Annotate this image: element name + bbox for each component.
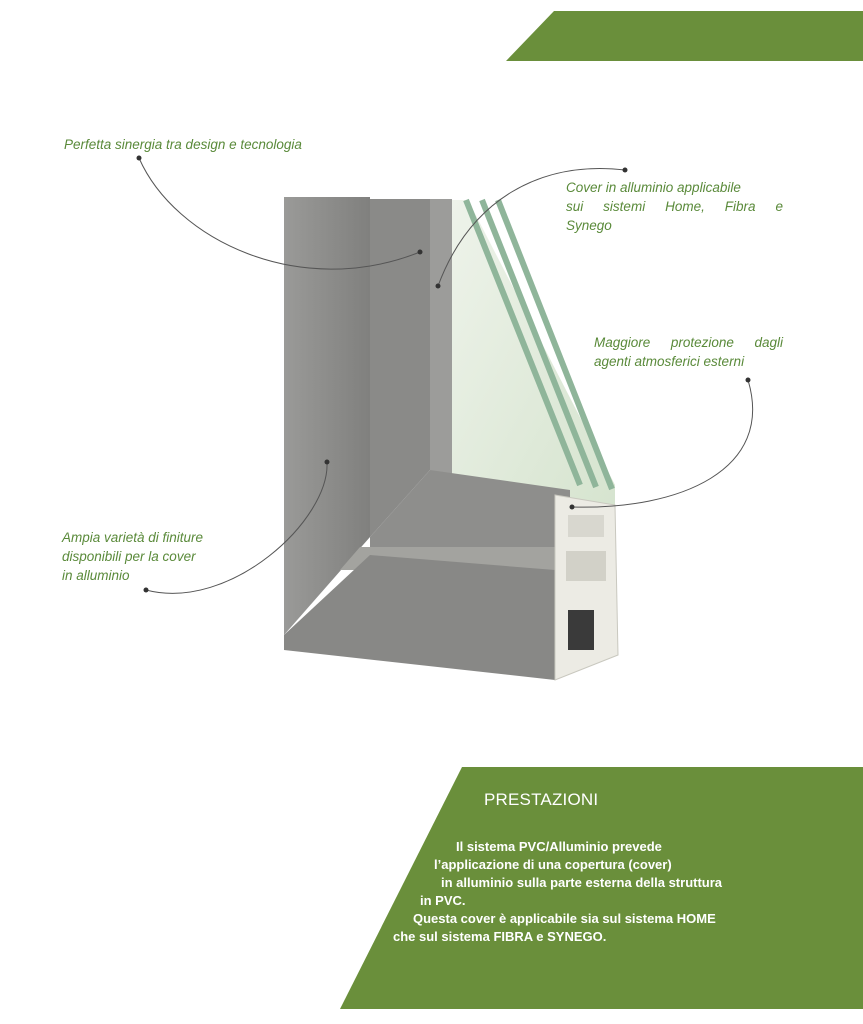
panel-text-line: che sul sistema FIBRA e SYNEGO. <box>393 929 607 944</box>
annotation-cover-line: Synego <box>566 218 612 233</box>
panel-text-line: Questa cover è applicabile sia sul sistema HOME <box>413 911 716 926</box>
panel-text-line: in alluminio sulla parte esterna della struttura <box>441 875 723 890</box>
annotation-cover-line: sui sistemi Home, Fibra e <box>566 199 783 214</box>
annotation-finish-line: disponibili per la cover <box>62 549 196 564</box>
callout-line-protection <box>572 380 753 507</box>
annotation-cover-line: Cover in alluminio applicabile <box>566 180 741 195</box>
annotation-cover <box>566 178 783 235</box>
annotation-finish-line: in alluminio <box>62 568 130 583</box>
annotation-finish <box>62 528 262 585</box>
annotation-design: Perfetta sinergia tra design e tecnologia <box>64 137 302 152</box>
callout-line-design <box>139 158 420 269</box>
panel-title: PRESTAZIONI <box>484 790 599 809</box>
annotation-protection-line: agenti atmosferici esterni <box>594 354 745 369</box>
panel-text-line: l’applicazione di una copertura (cover) <box>434 857 672 872</box>
panel-text-line: in PVC. <box>420 893 466 908</box>
annotation-protection-line: Maggiore protezione dagli <box>594 335 783 350</box>
annotation-protection <box>594 333 783 371</box>
panel-text-line: Il sistema PVC/Alluminio prevede <box>456 839 662 854</box>
annotation-finish-line: Ampia varietà di finiture <box>62 530 204 545</box>
